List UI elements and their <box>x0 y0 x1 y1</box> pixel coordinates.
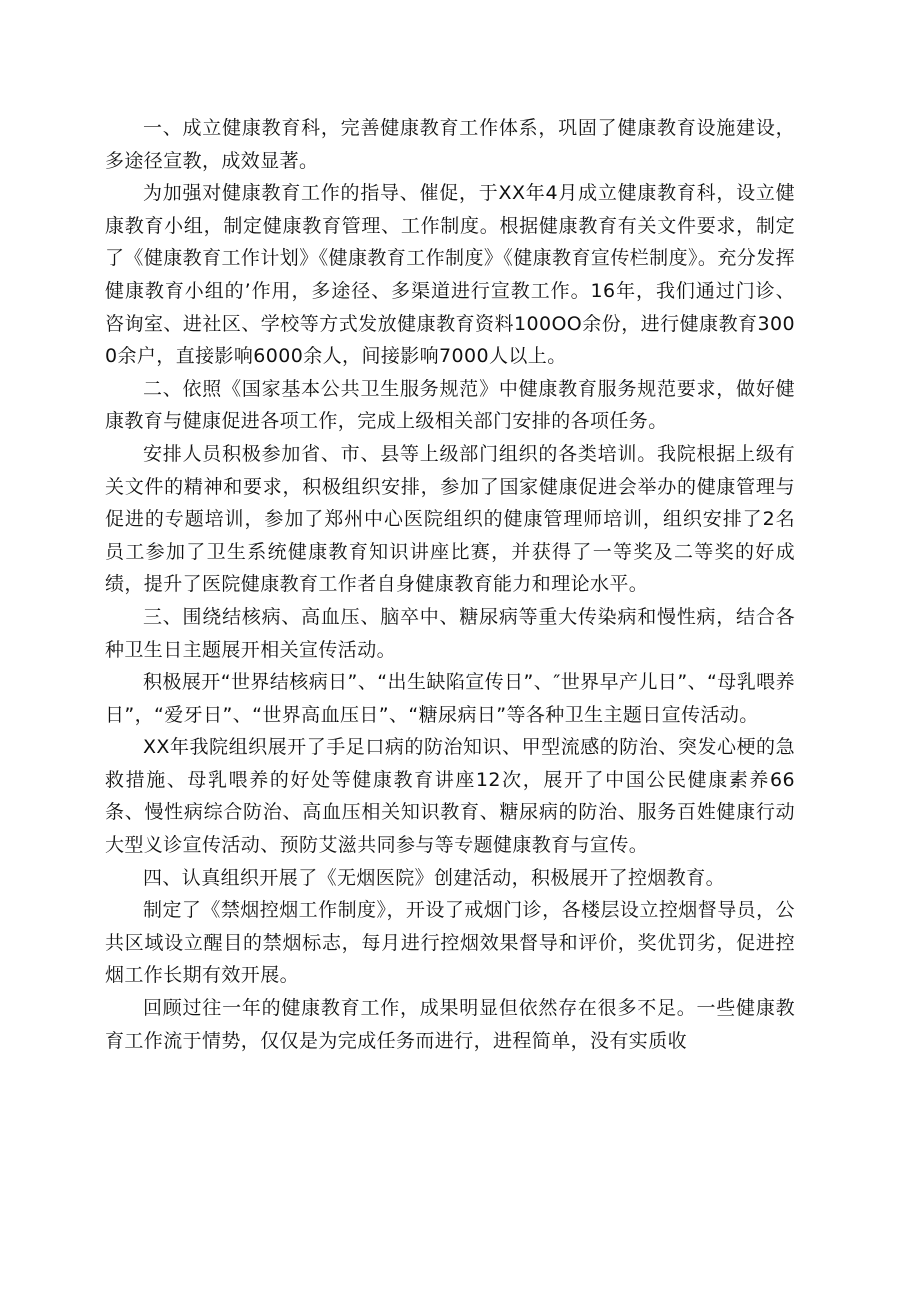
section-heading-3: 三、围绕结核病、高血压、脑卒中、糖尿病等重大传染病和慢性病，结合各种卫生日主题展开相关宣传活动。 <box>105 605 795 661</box>
paragraph-4: XX年我院组织展开了手足口病的防治知识、甲型流感的防治、突发心梗的急救措施、母乳喂养的好处等健康教育讲座12次，展开了中国公民健康素养66条、慢性病综合防治、高血压相关知识教育、糖尿病的防治、服务百姓健康行动大型义诊宣传活动、预防艾滋共同参与等专题健康教育与宣传。 <box>105 736 795 857</box>
section-heading-1: 一、成立健康教育科，完善健康教育工作体系，巩固了健康教育设施建设，多途径宣教，成效显著。 <box>105 117 795 172</box>
paragraph-1: 为加强对健康教育工作的指导、催促，于XX年4月成立健康教育科，设立健康教育小组，制定健康教育管理、工作制度。根据健康教育有关文件要求，制定了《健康教育工作计划》《健康教育工作制度》《健康教育宣传栏制度》。充分发挥健康教育小组的’作用，多途径、多渠道进行宣教工作。16年，我们通过门诊、咨询室、进社区、学校等方式发放健康教育资料100OO余份，进行健康教育3000余户，直接影响6000余人，间接影响7000人以上。 <box>105 182 795 368</box>
paragraph-6: 回顾过往一年的健康教育工作，成果明显但依然存在很多不足。一些健康教育工作流于情势，仅仅是为完成任务而进行，进程简单，没有实质收 <box>105 997 795 1052</box>
section-heading-4: 四、认真组织开展了《无烟医院》创建活动，积极展开了控烟教育。 <box>143 866 726 889</box>
paragraph-5: 制定了《禁烟控烟工作制度》，开设了戒烟门诊，各楼层设立控烟督导员，公共区域设立醒目的禁烟标志，每月进行控烟效果督导和评价，奖优罚劣，促进控烟工作长期有效开展。 <box>105 899 795 987</box>
paragraph-3: 积极展开“世界结核病日”、“出生缺陷宣传日”、″世界早产儿日”、“母乳喂养日”，“爱牙日”、“世界高血压日”、“糖尿病日”等各种卫生主题日宣传活动。 <box>105 671 795 726</box>
section-heading-2: 二、依照《国家基本公共卫生服务规范》中健康教育服务规范要求，做好健康教育与健康促进各项工作，完成上级相关部门安排的各项任务。 <box>105 377 795 433</box>
document-body <box>105 112 795 1057</box>
paragraph-2: 安排人员积极参加省、市、县等上级部门组织的各类培训。我院根据上级有关文件的精神和要求，积极组织安排，参加了国家健康促进会举办的健康管理与促进的专题培训，参加了郑州中心医院组织的健康管理师培训，组织安排了2名员工参加了卫生系统健康教育知识讲座比赛，并获得了一等奖及二等奖的好成绩，提升了医院健康教育工作者自身健康教育能力和理论水平。 <box>105 442 795 596</box>
